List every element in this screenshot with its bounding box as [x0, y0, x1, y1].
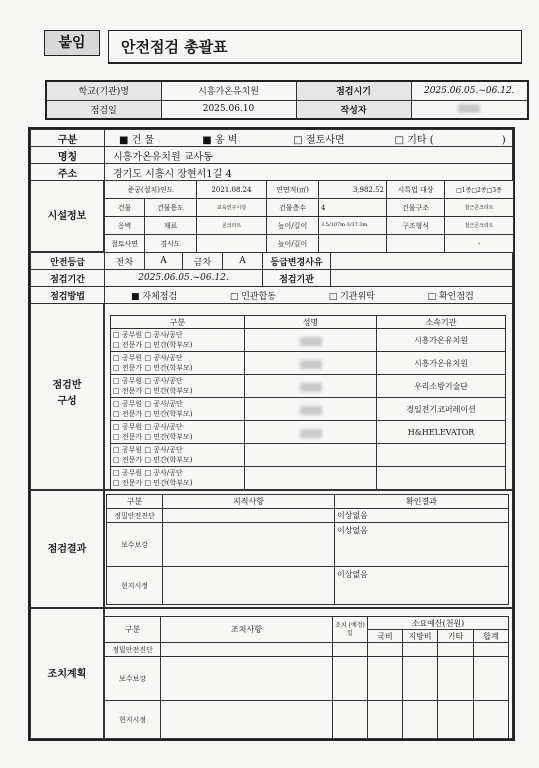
team-row	[111, 398, 506, 421]
plan-budget-national: 국비	[368, 630, 403, 643]
plan-col-action: 조치사항	[161, 617, 333, 643]
period-label: 점검시기	[296, 81, 411, 100]
author-value	[411, 100, 528, 119]
result-col-check: 확인결과	[335, 495, 509, 509]
result-finding-diagnosis	[163, 509, 335, 523]
team-row	[111, 421, 506, 444]
info-form-label: 구조형식	[387, 217, 445, 235]
team-row	[111, 467, 506, 490]
team-row	[111, 375, 506, 398]
type-cut-slope: □ 절토사면	[293, 134, 345, 146]
team-type-line1: □ 공무원 □ 공사/공단	[113, 446, 183, 454]
school-info-table	[45, 80, 529, 120]
grade-label: 안전등급	[31, 253, 105, 270]
plan-budget-local: 지방비	[403, 630, 438, 643]
info-row-slope: 절토사면	[105, 235, 145, 253]
info-use-label: 건물용도	[145, 199, 197, 217]
facility-table	[30, 129, 513, 181]
info-form-value: 철근콘크리트	[445, 217, 514, 235]
team-row	[111, 444, 506, 467]
team-member-org	[377, 467, 506, 490]
grade-curr-value: A	[223, 253, 263, 270]
info-slope-blank	[387, 235, 445, 253]
team-table	[110, 315, 506, 329]
team-row	[111, 329, 506, 352]
address-label: 주소	[31, 164, 105, 181]
type-other: □ 기타 (	[394, 134, 434, 146]
team-member-name	[245, 444, 377, 467]
result-check-repair: 이상없음	[335, 523, 509, 567]
special-label: 시특법 대상	[387, 181, 445, 199]
built-value: 2021.08.24	[197, 181, 267, 199]
team-label	[30, 303, 104, 490]
grade-prev-label: 전차	[105, 253, 145, 270]
plan-table	[104, 616, 509, 739]
built-label: 준공(설치)연도	[105, 181, 197, 199]
team-rows	[110, 328, 506, 490]
team-member-name	[245, 375, 377, 398]
result-table	[106, 494, 509, 605]
redacted-name	[300, 360, 322, 369]
date-label: 점검일	[46, 100, 161, 119]
team-type-line2: □ 전문가 □ 민간(학부모)	[113, 456, 193, 464]
redacted-name	[300, 406, 322, 415]
team-col-org: 소속기관	[377, 316, 506, 329]
author-label: 작성자	[296, 100, 411, 119]
team-member-org	[377, 444, 506, 467]
special-value: □1종□2종□3종	[445, 181, 514, 199]
team-type-line1: □ 공무원 □ 공사/공단	[113, 400, 183, 408]
team-member-name	[245, 352, 377, 375]
facility-info-label: 시설정보	[30, 180, 104, 252]
plan-row-repair: 보수보강	[105, 657, 161, 701]
plan-col-budget: 소요예산(천원)	[368, 617, 509, 630]
team-type-line2: □ 전문가 □ 민간(학부모)	[113, 479, 193, 487]
method-joint: □ 민관합동	[229, 291, 277, 302]
method-label: 점검방법	[31, 287, 105, 304]
info-slope-dash: -	[445, 235, 514, 253]
date-value: 2025.06.10	[161, 100, 296, 119]
team-member-name	[245, 467, 377, 490]
grade-prev-value: A	[145, 253, 183, 270]
info-material-label: 재료	[145, 217, 197, 235]
redacted-name	[300, 429, 322, 438]
term-value: 2025.06.05.~06.12.	[105, 270, 263, 287]
team-member-org: 시흥가온유치원	[377, 329, 506, 352]
team-member-name	[245, 329, 377, 352]
team-type-line1: □ 공무원 □ 공사/공단	[113, 469, 183, 477]
plan-label: 조치계획	[30, 608, 104, 739]
team-type-line2: □ 전문가 □ 민간(학부모)	[113, 364, 193, 372]
team-member-org: 시흥가온유치원	[377, 352, 506, 375]
org-value	[331, 270, 513, 287]
team-member-org: 우리소방기술단	[377, 375, 506, 398]
plan-budget-other: 기타	[438, 630, 474, 643]
info-structure-label: 건물구조	[387, 199, 445, 217]
method-consign: □ 기관위탁	[328, 291, 375, 302]
method-options	[105, 287, 513, 304]
grade-curr-label: 금차	[183, 253, 223, 270]
result-finding-repair	[163, 523, 335, 567]
team-type-line2: □ 전문가 □ 민간(학부모)	[113, 341, 193, 349]
grade-reason-value	[331, 253, 513, 270]
period-value: 2025.06.05.~06.12.	[411, 81, 528, 100]
result-check-diagnosis: 이상없음	[335, 509, 509, 523]
type-building: ■ 건 물	[119, 134, 155, 146]
method-confirm: □ 확인점검	[427, 291, 474, 302]
team-col-type: 구분	[111, 316, 245, 329]
area-value: 3,982.52	[319, 181, 387, 199]
result-row-onsite: 현지시정	[107, 567, 163, 605]
team-type-line1: □ 공무원 □ 공사/공단	[113, 354, 183, 362]
attachment-badge: 붙임	[44, 30, 100, 56]
result-check-onsite: 이상없음	[335, 567, 509, 605]
team-col-name: 성명	[245, 316, 377, 329]
info-slope-value	[197, 235, 267, 253]
plan-row-diagnosis: 정밀안전진단	[105, 643, 161, 657]
team-type-options	[111, 352, 245, 375]
team-member-name	[245, 421, 377, 444]
org-label: 점검기관	[263, 270, 331, 287]
type-other-close: )	[501, 134, 506, 146]
grade-reason-label: 등급변경사유	[263, 253, 331, 270]
result-finding-onsite	[163, 567, 335, 605]
school-value: 시흥가온유치원	[161, 81, 296, 100]
team-member-org: H&HELEVATOR	[377, 421, 506, 444]
plan-row-onsite: 현지시정	[105, 701, 161, 739]
result-col-type: 구분	[107, 495, 163, 509]
info-row-wall: 옹벽	[105, 217, 145, 235]
school-label: 학교(기관)명	[46, 81, 161, 100]
area-label: 연면적(㎡)	[267, 181, 319, 199]
info-height-value: 3.5/107m 3/37.3m	[319, 217, 387, 235]
team-member-org: 경일전기코퍼레이션	[377, 398, 506, 421]
name-value: 시흥가온유치원 교사동	[105, 147, 513, 164]
team-type-options	[111, 398, 245, 421]
team-type-line1: □ 공무원 □ 공사/공단	[113, 377, 183, 385]
info-use-value: 교육연구시설	[197, 199, 267, 217]
redacted-name	[458, 104, 480, 113]
result-row-repair: 보수보강	[107, 523, 163, 567]
team-type-options	[111, 444, 245, 467]
grade-table	[30, 252, 513, 304]
info-structure-value: 철근콘크리트	[445, 199, 514, 217]
team-type-line1: □ 공무원 □ 공사/공단	[113, 331, 183, 339]
type-options	[105, 130, 513, 147]
team-type-line1: □ 공무원 □ 공사/공단	[113, 423, 183, 431]
term-label: 점검기간	[31, 270, 105, 287]
type-label: 구분	[31, 130, 105, 147]
team-type-line2: □ 전문가 □ 민간(학부모)	[113, 410, 193, 418]
team-row	[111, 352, 506, 375]
facility-info-table	[104, 180, 514, 253]
address-value: 경기도 시흥시 장현서1길 4	[105, 164, 513, 181]
team-type-options	[111, 375, 245, 398]
info-floors-label: 건물층수	[267, 199, 319, 217]
plan-col-due: 조치 (예정)일	[333, 617, 368, 643]
result-col-finding: 지적사항	[163, 495, 335, 509]
info-slope-height-label: 높이/길이	[267, 235, 319, 253]
plan-col-type: 구분	[105, 617, 161, 643]
team-type-options	[111, 467, 245, 490]
info-floors-value: 4	[319, 199, 387, 217]
result-label: 점검결과	[30, 490, 104, 608]
team-type-options	[111, 421, 245, 444]
name-label: 명칭	[31, 147, 105, 164]
team-member-name	[245, 398, 377, 421]
method-self: ■ 자체점검	[131, 291, 178, 302]
info-material-value: 콘크리트	[197, 217, 267, 235]
info-row-building: 건물	[105, 199, 145, 217]
redacted-name	[300, 383, 322, 392]
info-slope-label: 경사도	[145, 235, 197, 253]
type-retaining-wall: ■ 옹 벽	[202, 134, 238, 146]
info-slope-height-value	[319, 235, 387, 253]
info-height-label: 높이/길이	[267, 217, 319, 235]
team-label-text: 점검반 구성	[52, 380, 82, 407]
plan-budget-total: 합계	[474, 630, 509, 643]
redacted-name	[300, 337, 322, 346]
team-type-line2: □ 전문가 □ 민간(학부모)	[113, 387, 193, 395]
page-title: 안전점검 총괄표	[108, 30, 522, 64]
result-row-diagnosis: 정밀안전진단	[107, 509, 163, 523]
team-type-line2: □ 전문가 □ 민간(학부모)	[113, 433, 193, 441]
team-type-options	[111, 329, 245, 352]
